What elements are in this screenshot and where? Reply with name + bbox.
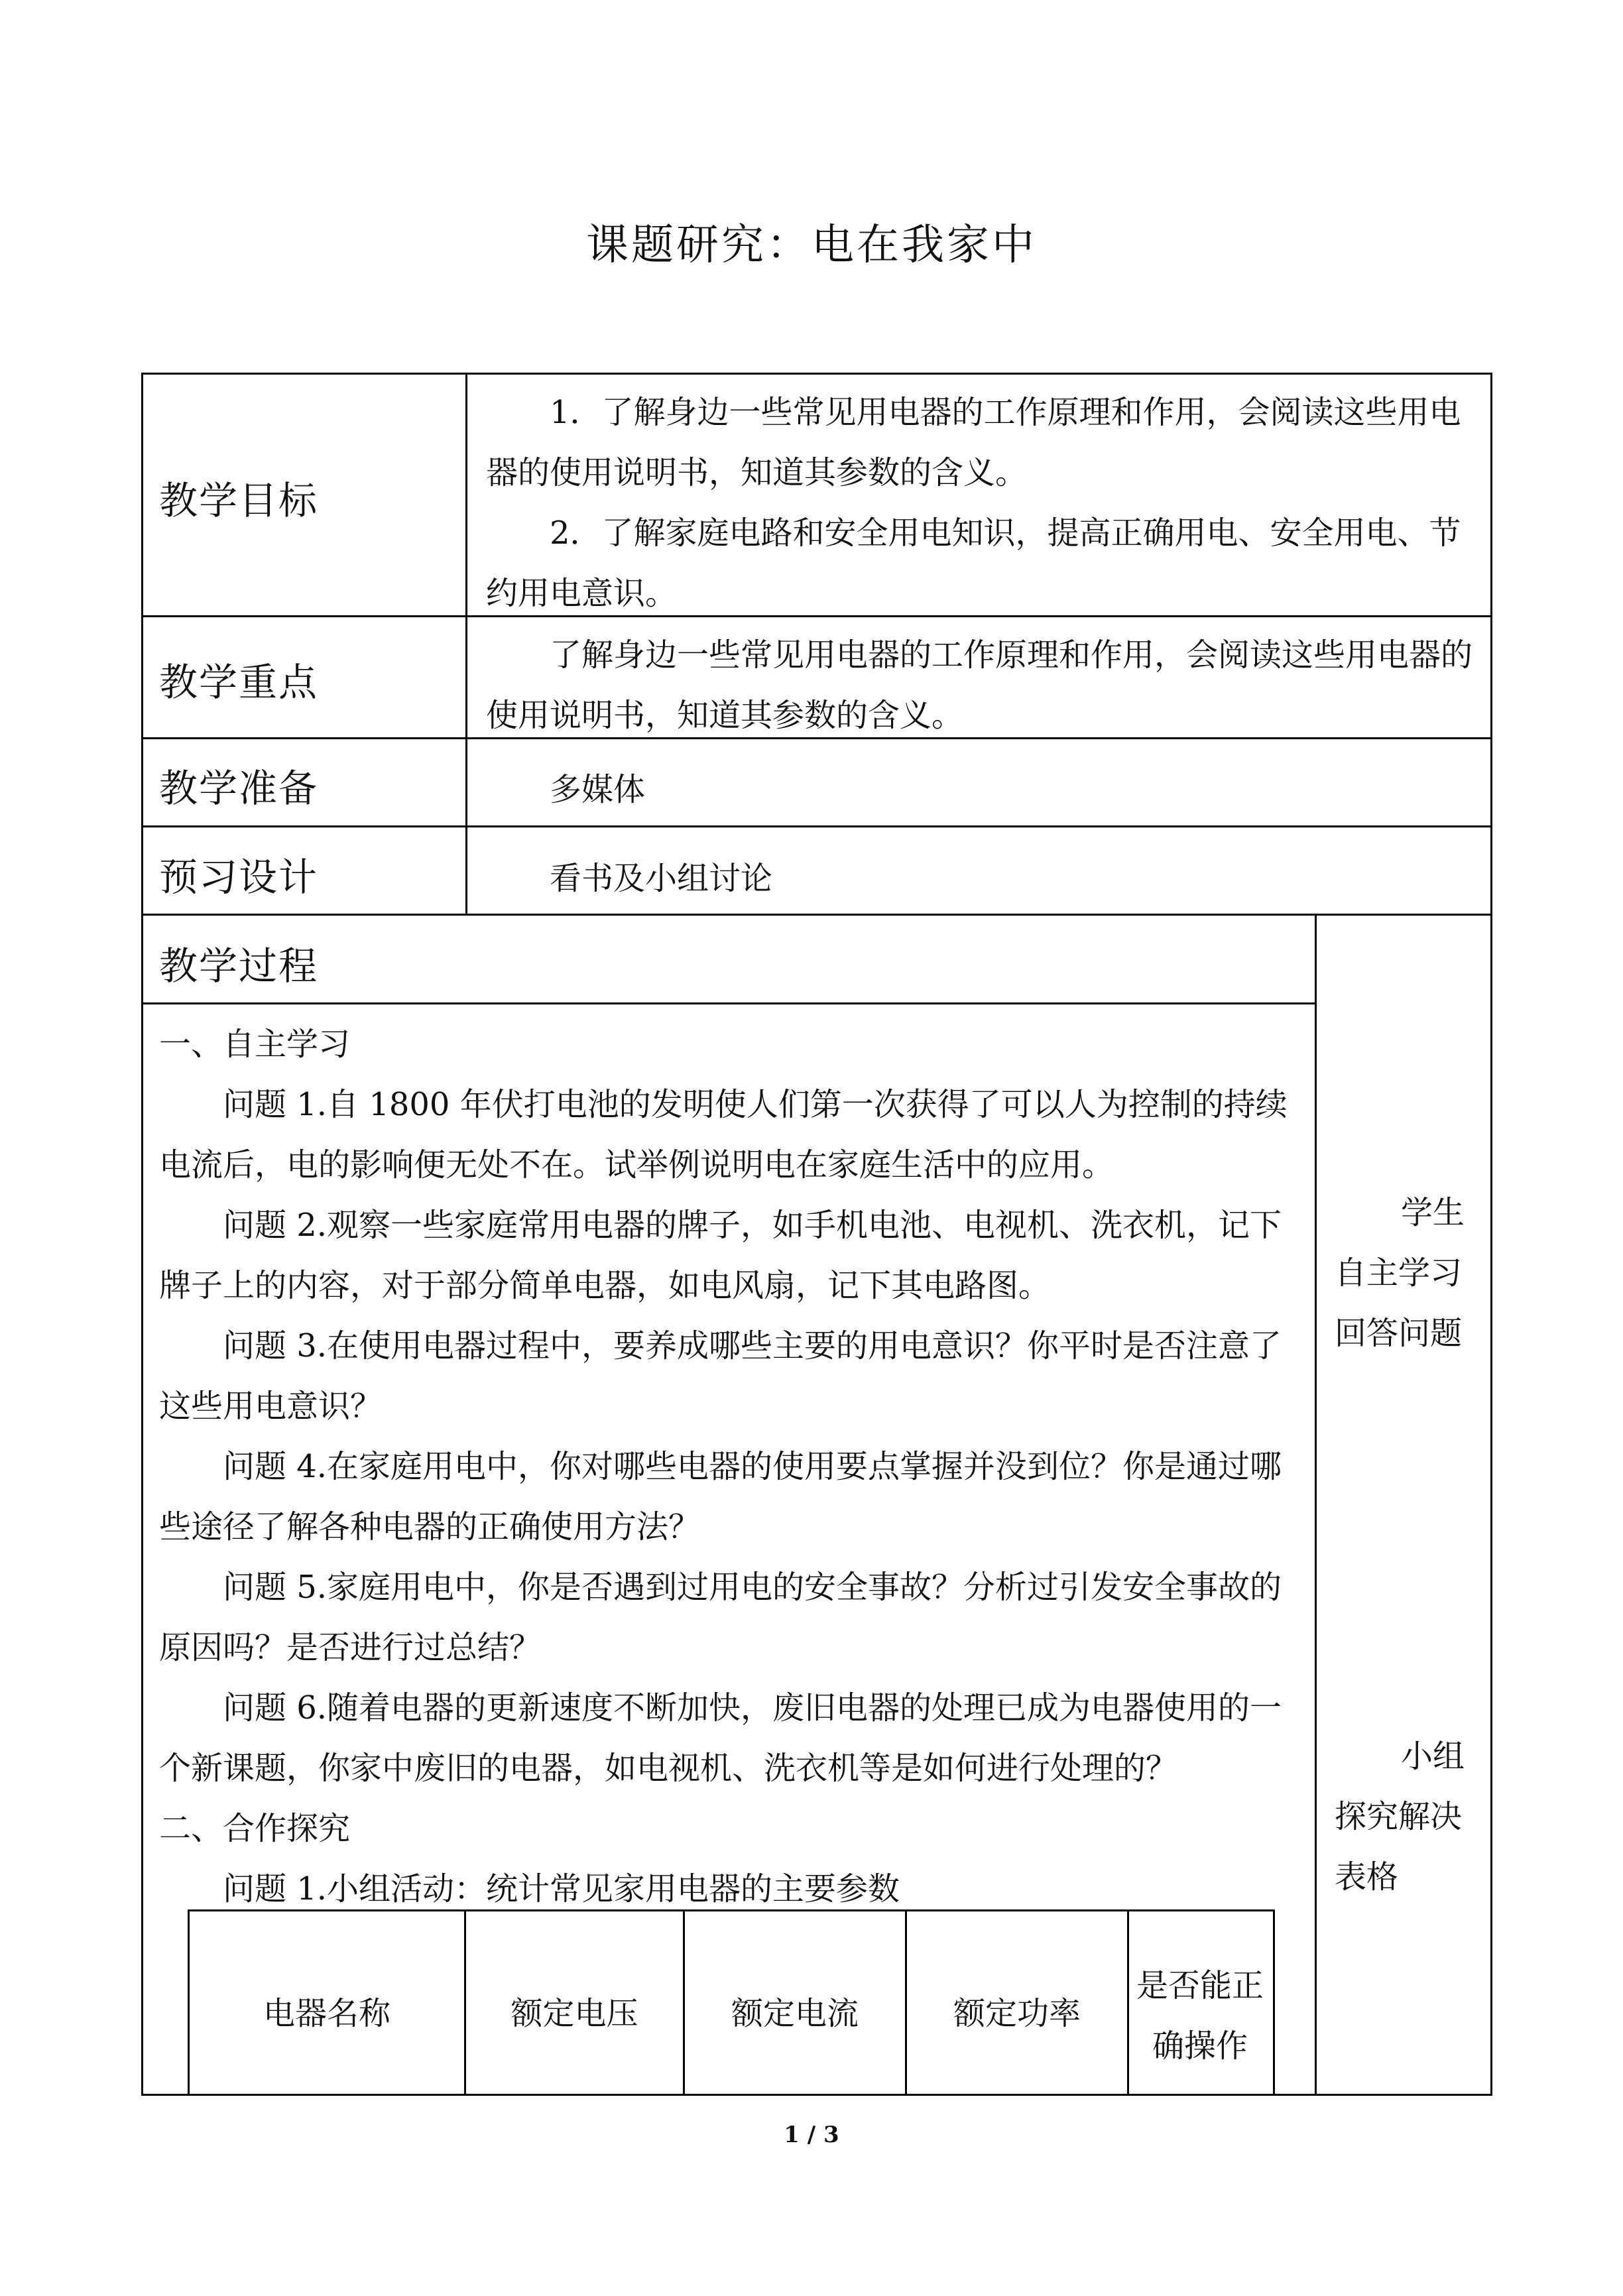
- process-label: 教学过程: [159, 943, 319, 989]
- side-note-line: 探究解决: [1335, 1798, 1463, 1835]
- side-note-self-study: [1335, 1183, 1465, 1364]
- page-title: 课题研究：电在我家中: [586, 221, 1037, 270]
- focus-text: 了解身边一些常见用电器的工作原理和作用，会阅读这些用电器的使用说明书，知道其参数的含义。: [486, 636, 1473, 734]
- preview-label: 预习设计: [159, 855, 319, 900]
- question-item: 问题 2.观察一些家庭常用电器的牌子，如手机电池、电视机、洗衣机，记下牌子上的内容，对于部分简单电器，如电风扇，记下其电路图。: [159, 1207, 1282, 1304]
- side-note-line: 回答问题: [1335, 1315, 1463, 1352]
- side-note-group: [1335, 1726, 1465, 1907]
- side-note-line: 表格: [1335, 1858, 1399, 1896]
- goal-item: 1．了解身边一些常见用电器的工作原理和作用，会阅读这些用电器的使用说明书，知道其参数的含义。: [486, 394, 1461, 491]
- inner-table-border: [1273, 1909, 1275, 2094]
- page-number: 1 / 3: [784, 2122, 839, 2148]
- process-content: [159, 1014, 1305, 1919]
- inner-table-border: [188, 1909, 1275, 1911]
- group-question: 问题 1.小组活动：统计常见家用电器的主要参数: [223, 1870, 900, 1907]
- question-item: 问题 3.在使用电器过程中，要养成哪些主要的用电意识？你平时是否注意了这些用电意识？: [159, 1327, 1282, 1425]
- section-title: 二、合作探究: [159, 1810, 351, 1847]
- question-item: 问题 6.随着电器的更新速度不断加快，废旧电器的处理已成为电器使用的一个新课题，你家中废旧的电器，如电视机、洗衣机等是如何进行处理的？: [159, 1689, 1282, 1787]
- inner-table-border: [1127, 1909, 1129, 2094]
- question-item: 问题 1.自 1800 年伏打电池的发明使人们第一次获得了可以人为控制的持续电流后，电的影响便无处不在。试举例说明电在家庭生活中的应用。: [159, 1086, 1288, 1183]
- table-border: [141, 373, 143, 2096]
- table-border: [141, 373, 1492, 375]
- preview-text: 看书及小组讨论: [550, 860, 773, 897]
- table-border: [141, 914, 1492, 916]
- side-note-line: 小组: [1401, 1738, 1465, 1775]
- goals-label: 教学目标: [159, 478, 319, 523]
- focus-label: 教学重点: [159, 660, 319, 705]
- table-header-cell: 电器名称: [263, 1995, 391, 2032]
- prep-label: 教学准备: [159, 766, 319, 811]
- prep-text: 多媒体: [550, 771, 646, 808]
- table-border: [141, 1002, 1317, 1004]
- goals-content: [486, 383, 1480, 624]
- table-border: [1315, 914, 1317, 2096]
- table-header-cell: 是否能正确操作: [1136, 1967, 1264, 2065]
- table-border: [141, 825, 1492, 827]
- table-header-cell: 额定电流: [731, 1995, 859, 2032]
- side-note-line: 自主学习: [1335, 1254, 1463, 1292]
- question-item: 问题 4.在家庭用电中，你对哪些电器的使用要点掌握并没到位？你是通过哪些途径了解各种电器的正确使用方法？: [159, 1448, 1282, 1545]
- table-border: [465, 373, 467, 916]
- table-header-cell: 额定电压: [511, 1995, 638, 2032]
- section-title: 一、自主学习: [159, 1026, 351, 1063]
- table-header-cell: 额定功率: [953, 1995, 1081, 2032]
- table-border: [141, 2094, 1492, 2096]
- focus-content: [486, 625, 1480, 746]
- side-note-line: 学生: [1401, 1194, 1465, 1231]
- goal-item: 2．了解家庭电路和安全用电知识，提高正确用电、安全用电、节约用电意识。: [486, 514, 1461, 612]
- question-item: 问题 5.家庭用电中，你是否遇到过用电的安全事故？分析过引发安全事故的原因吗？是否进行过总结？: [159, 1569, 1282, 1666]
- table-border: [1490, 373, 1492, 2096]
